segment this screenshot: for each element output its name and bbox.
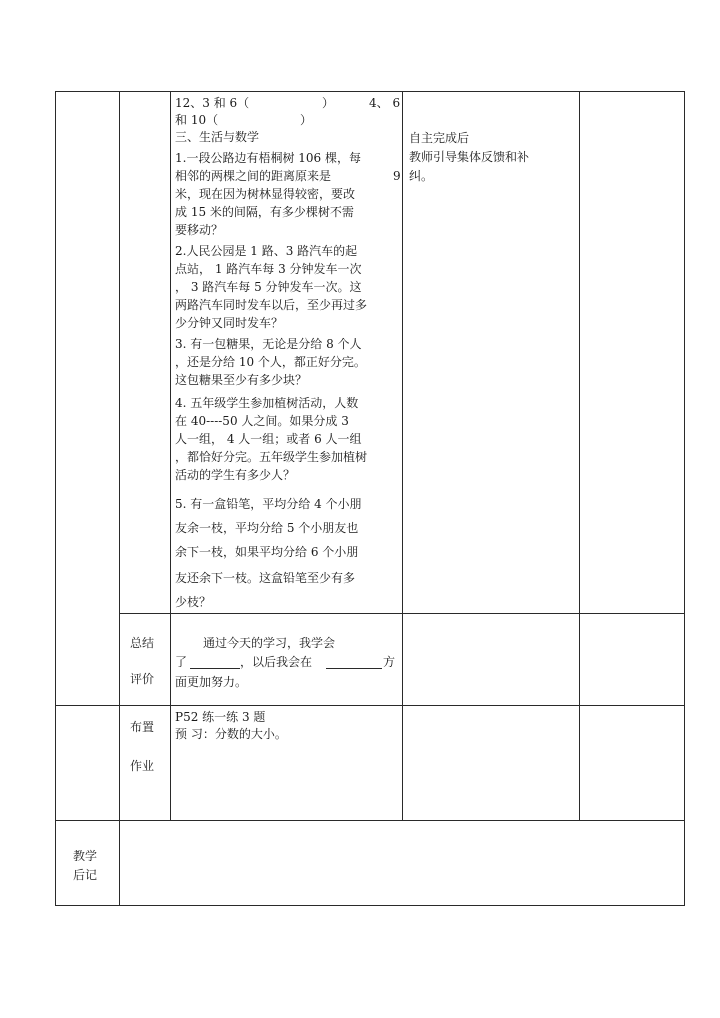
teacher-note-line-1: 自主完成后 (409, 131, 470, 145)
q5-line-3: 余下一枝，如果平均分给 6 个小朋 (175, 545, 359, 559)
content-line-2b: ） (300, 113, 313, 127)
summary-line-3: 面更加努力。 (175, 675, 248, 689)
summary-line-2c: 方 (383, 655, 396, 669)
teacher-note-line-2: 教师引导集体反馈和补 (409, 150, 530, 164)
q1-line-2: 相邻的两棵之间的距离原来是 (175, 169, 332, 183)
row-divider-afterword (55, 820, 684, 821)
q4-line-3: 人一组， 4 人一组；或者 6 人一组 (175, 432, 362, 446)
q3-line-1: 3. 有一包糖果，无论是分给 8 个人 (175, 337, 362, 351)
summary-line-2a: 了 (175, 655, 188, 669)
col-divider-1 (119, 91, 120, 906)
table-border-bottom (55, 905, 684, 906)
q1-line-5: 要移动？ (175, 223, 224, 237)
afterword-label-top: 教学 (73, 849, 98, 863)
q1-line-3: 米，现在因为树林显得较密，要改 (175, 187, 356, 201)
q1-number: 9 (393, 169, 401, 183)
q2-line-1: 2.人民公园是 1 路、3 路汽车的起 (175, 244, 358, 258)
homework-label-top: 布置 (130, 720, 155, 734)
table-border-left (55, 91, 56, 906)
homework-label-bottom: 作业 (130, 759, 155, 773)
q5-line-5: 少枝？ (175, 595, 212, 609)
q2-line-3: ， 3 路汽车每 5 分钟发车一次。这 (175, 280, 362, 294)
table-border-top (55, 91, 684, 92)
q4-line-2: 在 40----50 人之间。如果分成 3 (175, 414, 349, 428)
afterword-label-bottom: 后记 (73, 868, 98, 882)
q4-line-4: ，都恰好分完。五年级学生参加植树 (175, 450, 368, 464)
col-divider-4 (579, 91, 580, 821)
q2-line-2: 点站， 1 路汽车每 3 分钟发车一次 (175, 262, 362, 276)
summary-line-1: 通过今天的学习，我学会 (203, 636, 336, 650)
row-divider-homework (55, 705, 684, 706)
q2-line-5: 少分钟又同时发车？ (175, 316, 284, 330)
q4-line-5: 活动的学生有多少人？ (175, 468, 296, 482)
summary-label-top: 总结 (130, 636, 155, 650)
q3-line-3: 这包糖果至少有多少块？ (175, 373, 308, 387)
homework-line-2: 预 习：分数的大小。 (175, 727, 287, 741)
summary-blank-1 (190, 655, 240, 669)
q5-line-1: 5. 有一盒铅笔，平均分给 4 个小朋 (175, 497, 362, 511)
homework-line-1: P52 练一练 3 题 (175, 710, 266, 724)
content-line-2a: 和 10（ (175, 113, 219, 127)
content-line-1c: 4、 6 (369, 96, 401, 110)
summary-label-bottom: 评价 (130, 672, 155, 686)
q2-line-4: 两路汽车同时发车以后，至少再过多 (175, 298, 368, 312)
q1-line-1: 1.一段公路边有梧桐树 106 棵，每 (175, 151, 361, 165)
col-divider-2 (170, 91, 171, 821)
q5-line-2: 友余一枝，平均分给 5 个小朋友也 (175, 521, 359, 535)
table-border-right (684, 91, 685, 906)
col-divider-3 (402, 91, 403, 821)
summary-line-2b: ，以后我会在 (240, 655, 313, 669)
teacher-note-line-3: 纠。 (409, 169, 434, 183)
q5-line-4: 友还余下一枝。这盒铅笔至少有多 (175, 571, 356, 585)
q1-line-4: 成 15 米的间隔，有多少棵树不需 (175, 205, 354, 219)
q3-line-2: ，还是分给 10 个人，都正好分完。 (175, 355, 366, 369)
summary-blank-2 (326, 655, 382, 669)
content-line-1a: 12、3 和 6（ (175, 96, 250, 110)
q4-line-1: 4. 五年级学生参加植树活动，人数 (175, 396, 359, 410)
content-line-1b: ） (322, 96, 335, 110)
section-title: 三、生活与数学 (175, 130, 260, 144)
